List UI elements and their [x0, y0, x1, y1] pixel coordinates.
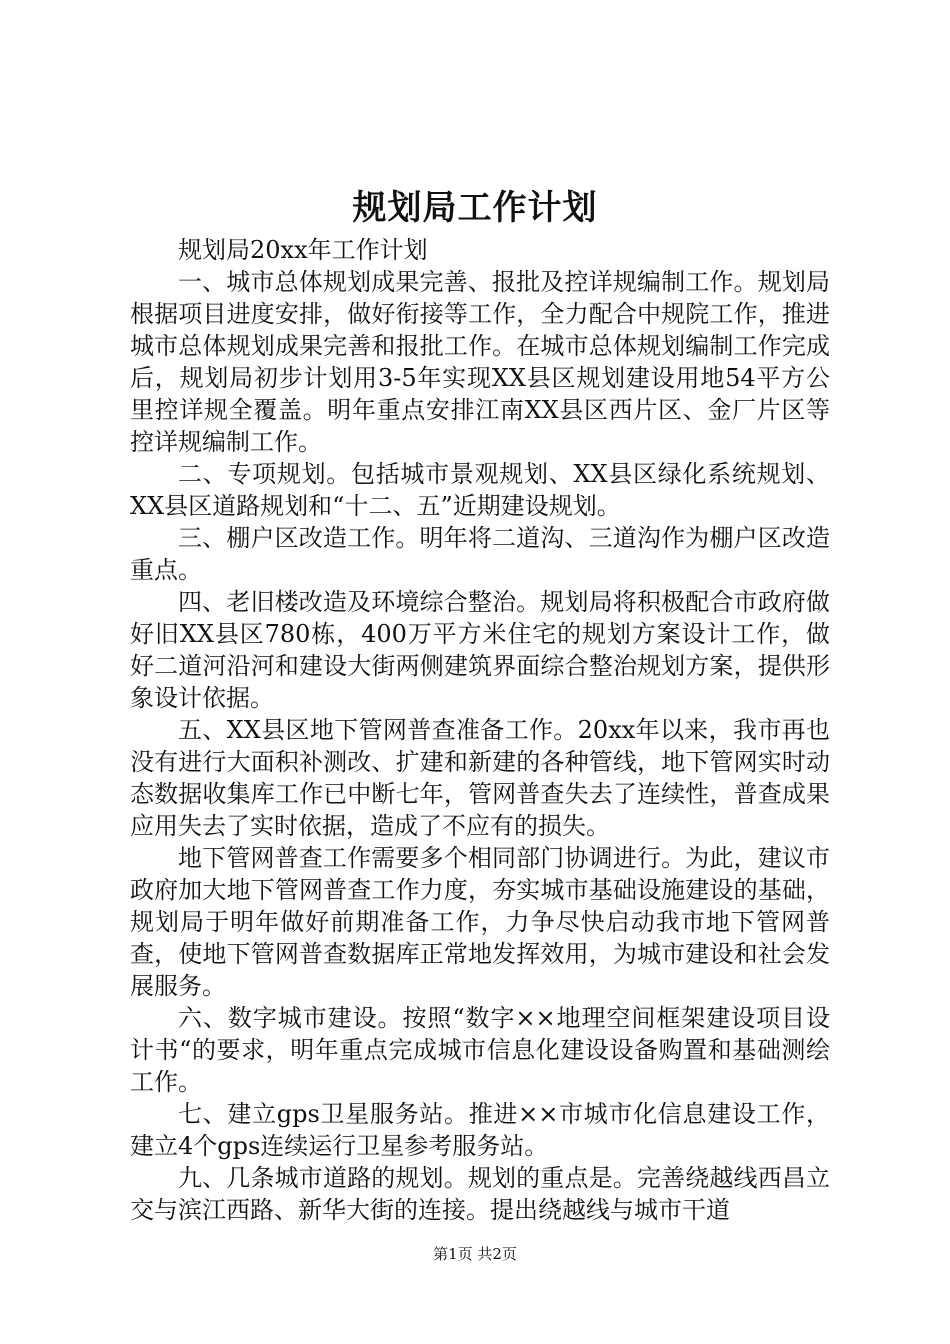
subtitle-paragraph: 规划局20xx年工作计划 [178, 236, 428, 264]
paragraph-8: 七、建立gps卫星服务站。推进××市城市化信息建设工作，建立4个gps连续运行卫星参考服务站。 [130, 1100, 830, 1160]
paragraph-4: 四、老旧楼改造及环境综合整治。规划局将积极配合市政府做好旧XX县区780栋，400万平方米住宅的规划方案设计工作，做好二道河沿河和建设大街两侧建筑界面综合整治规划方案，提供形象设计依据。 [130, 588, 830, 712]
document-title: 规划局工作计划 [352, 188, 598, 228]
document-body [130, 234, 830, 1226]
paragraph-9: 九、几条城市道路的规划。规划的重点是。完善绕越线西昌立交与滨江西路、新华大街的连接。提出绕越线与城市干道 [130, 1164, 830, 1224]
paragraph-5: 五、XX县区地下管网普查准备工作。20xx年以来，我市再也没有进行大面积补测改、扩建和新建的各种管线，地下管网实时动态数据收集库工作已中断七年，管网普查失去了连续性，普查成果应用失去了实时依据，造成了不应有的损失。 [130, 716, 830, 840]
page-number-footer: 第1页 共2页 [433, 1245, 517, 1263]
paragraph-6: 地下管网普查工作需要多个相同部门协调进行。为此，建议市政府加大地下管网普查工作力度，夯实城市基础设施建设的基础，规划局于明年做好前期准备工作，力争尽快启动我市地下管网普查，使地下管网普查数据库正常地发挥效用，为城市建设和社会发展服务。 [130, 844, 830, 1000]
paragraph-2: 二、专项规划。包括城市景观规划、XX县区绿化系统规划、XX县区道路规划和“十二、五”近期建设规划。 [130, 460, 830, 520]
paragraph-3: 三、棚户区改造工作。明年将二道沟、三道沟作为棚户区改造重点。 [130, 524, 830, 584]
paragraph-7: 六、数字城市建设。按照“数字××地理空间框架建设项目设计书“的要求，明年重点完成城市信息化建设设备购置和基础测绘工作。 [130, 1004, 830, 1096]
paragraph-1: 一、城市总体规划成果完善、报批及控详规编制工作。规划局根据项目进度安排，做好衔接等工作，全力配合中规院工作，推进城市总体规划成果完善和报批工作。在城市总体规划编制工作完成后，规划局初步计划用3-5年实现XX县区规划建设用地54平方公里控详规全覆盖。明年重点安排江南XX县区西片区、金厂片区等控详规编制工作。 [130, 268, 830, 456]
